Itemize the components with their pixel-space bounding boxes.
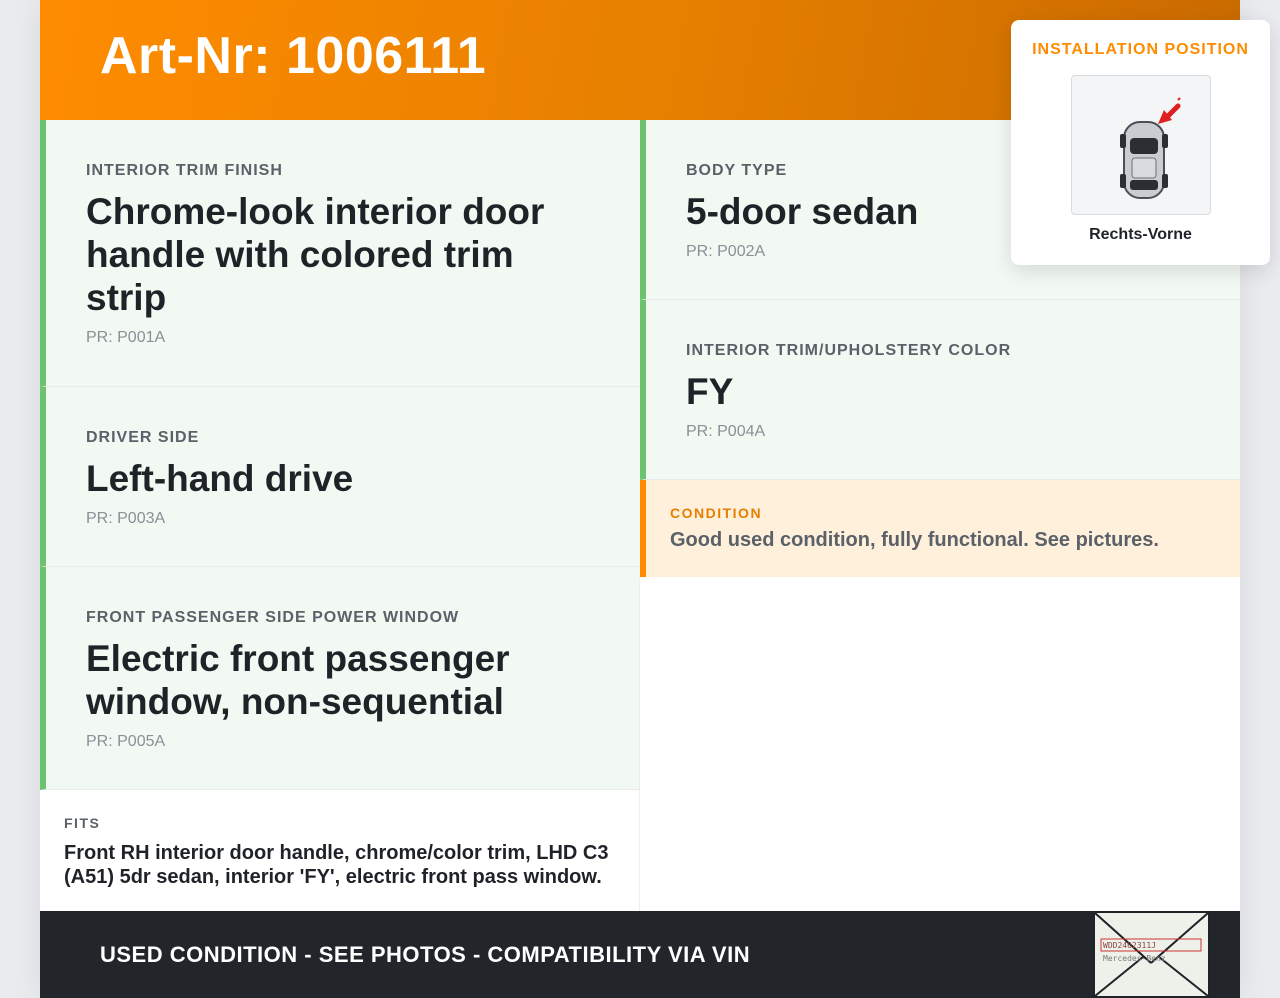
spec-pr-code: PR: P004A (686, 423, 766, 440)
spec-interior-trim-finish (40, 120, 640, 387)
footer-notice: USED CONDITION - SEE PHOTOS - COMPATIBILITY VIA VIN (100, 942, 751, 967)
svg-text:WDD2462311J: WDD2462311J (1103, 941, 1156, 950)
article-number-title: Art-Nr: 1006111 (100, 27, 487, 85)
envelope-stamp-icon (1095, 913, 1208, 996)
spec-pr-code: PR: P005A (86, 733, 166, 750)
installation-caption: Rechts-Vorne (1089, 226, 1192, 243)
spec-value: Electric front passenger window, non-sequential (86, 638, 510, 722)
spec-label: DRIVER SIDE (86, 429, 200, 446)
spec-value: Chrome-look interior door handle with colored trim strip (86, 191, 545, 318)
spec-driver-side (40, 387, 640, 567)
spec-upholstery-color (640, 300, 1240, 480)
footer-bar (40, 911, 1240, 998)
spec-pr-code: PR: P003A (86, 510, 166, 527)
spec-power-window (40, 567, 640, 790)
spec-label: INTERIOR TRIM/UPHOLSTERY COLOR (686, 342, 1012, 359)
spec-value: Left-hand drive (86, 458, 354, 499)
fits-text: Front RH interior door handle, chrome/color trim, LHD C3 (A51) 5dr sedan, interior 'FY', electric front pass window. (64, 842, 609, 888)
spec-value: FY (686, 371, 734, 412)
condition-label: CONDITION (670, 505, 763, 521)
fits-label: FITS (64, 815, 101, 831)
installation-title: INSTALLATION POSITION (1032, 41, 1249, 58)
condition-panel (640, 480, 1240, 577)
spec-pr-code: PR: P002A (686, 243, 766, 260)
car-top-view-icon (1072, 76, 1210, 214)
fits-panel (40, 790, 640, 911)
installation-image[interactable] (1071, 75, 1211, 215)
product-sheet (40, 0, 1249, 998)
svg-text:Mercedes-Benz: Mercedes-Benz (1103, 954, 1166, 963)
installation-position-card (1011, 20, 1270, 265)
spec-label: INTERIOR TRIM FINISH (86, 162, 283, 179)
vin-stamp-thumbnail[interactable] (1093, 911, 1210, 998)
spec-label: BODY TYPE (686, 162, 788, 179)
spec-pr-code: PR: P001A (86, 329, 166, 346)
spec-value: 5-door sedan (686, 191, 919, 232)
column-divider (639, 577, 640, 911)
spec-label: FRONT PASSENGER SIDE POWER WINDOW (86, 609, 460, 626)
condition-text: Good used condition, fully functional. See pictures. (670, 529, 1159, 551)
